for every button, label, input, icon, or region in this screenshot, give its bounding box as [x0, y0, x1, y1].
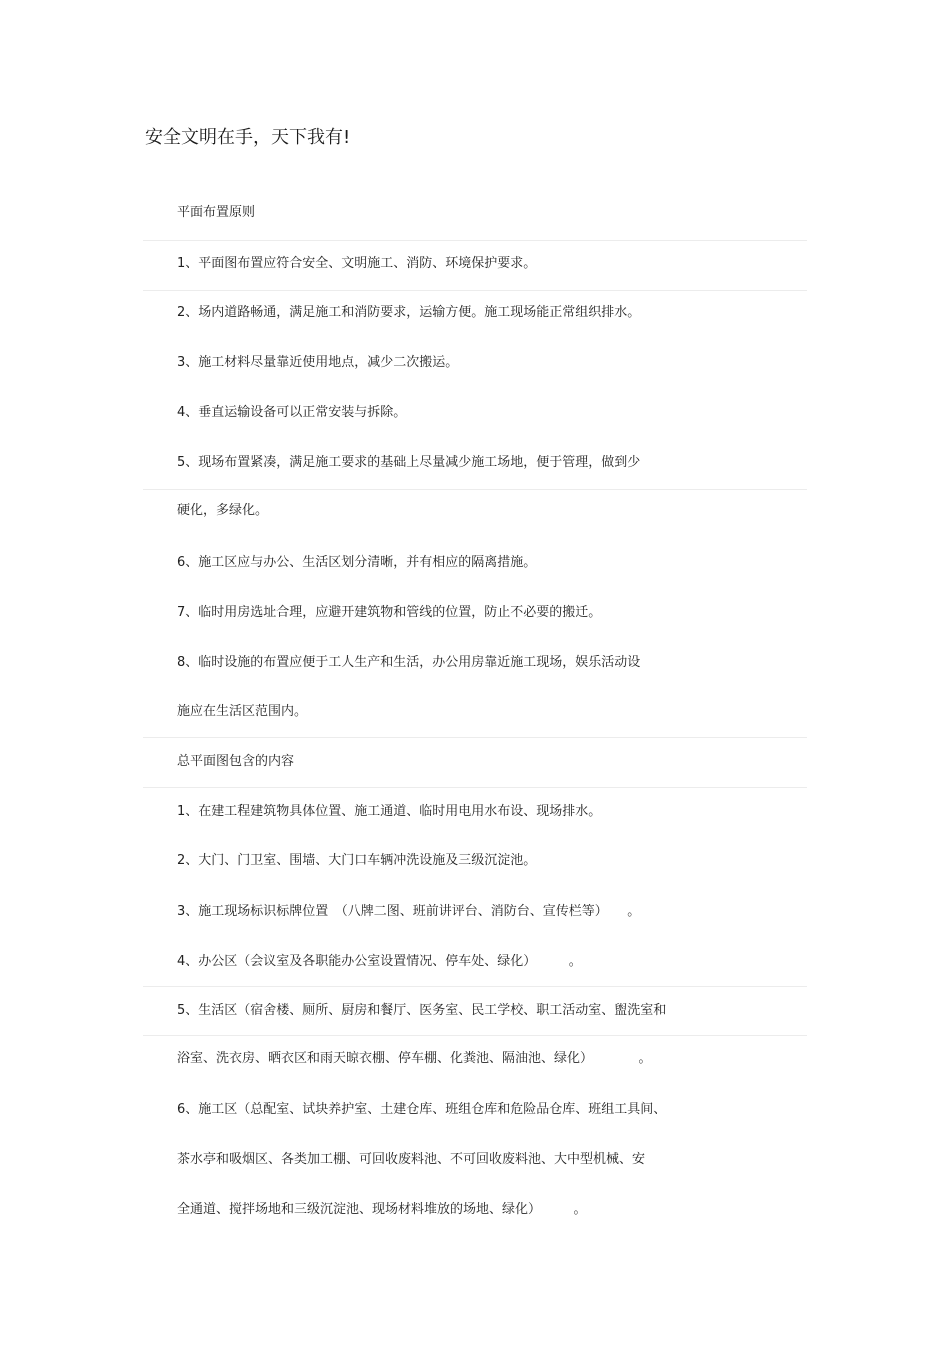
list-item: 8、临时设施的布置应便于工人生产和生活，办公用房靠近施工现场，娱乐活动设	[177, 655, 641, 670]
list-item-continuation: 茶水亭和吸烟区、各类加工棚、可回收废料池、不可回收废料池、大中型机械、安	[177, 1152, 646, 1167]
list-item-continuation: 硬化，多绿化。	[177, 503, 269, 518]
divider	[143, 489, 807, 490]
section-heading-layout-principles: 平面布置原则	[177, 205, 256, 220]
divider	[143, 787, 807, 788]
list-item: 4、办公区（会议室及各职能办公室设置情况、停车处、绿化） 。	[177, 954, 582, 969]
section-heading-site-plan-contents: 总平面图包含的内容	[177, 754, 295, 769]
list-item: 7、临时用房选址合理，应避开建筑物和管线的位置，防止不必要的搬迁。	[177, 605, 602, 620]
list-item-continuation: 浴室、洗衣房、晒衣区和雨天晾衣棚、停车棚、化粪池、隔油池、绿化） 。	[177, 1051, 652, 1066]
page-title: 安全文明在手，天下我有!	[145, 127, 351, 148]
list-item: 3、施工现场标识标牌位置 （八牌二图、班前讲评台、消防台、宣传栏等） 。	[177, 904, 641, 919]
divider	[143, 240, 807, 241]
list-item: 4、垂直运输设备可以正常安装与拆除。	[177, 405, 407, 420]
list-item: 3、施工材料尽量靠近使用地点，减少二次搬运。	[177, 355, 459, 370]
divider	[143, 290, 807, 291]
divider	[143, 1035, 807, 1036]
list-item: 1、平面图布置应符合安全、文明施工、消防、环境保护要求。	[177, 256, 537, 271]
list-item: 6、施工区（总配室、试块养护室、土建仓库、班组仓库和危险品仓库、班组工具间、	[177, 1102, 667, 1117]
list-item: 6、施工区应与办公、生活区划分清晰，并有相应的隔离措施。	[177, 555, 537, 570]
list-item: 2、场内道路畅通，满足施工和消防要求，运输方便。施工现场能正常组织排水。	[177, 305, 641, 320]
list-item-continuation: 全通道、搅拌场地和三级沉淀池、现场材料堆放的场地、绿化） 。	[177, 1202, 587, 1217]
list-item: 2、大门、门卫室、围墙、大门口车辆冲洗设施及三级沉淀池。	[177, 853, 537, 868]
list-item: 5、现场布置紧凑，满足施工要求的基础上尽量减少施工场地，便于管理，做到少	[177, 455, 641, 470]
divider	[143, 986, 807, 987]
divider	[143, 737, 807, 738]
list-item-continuation: 施应在生活区范围内。	[177, 704, 308, 719]
list-item: 1、在建工程建筑物具体位置、施工通道、临时用电用水布设、现场排水。	[177, 804, 602, 819]
list-item: 5、生活区（宿舍楼、厕所、厨房和餐厅、医务室、民工学校、职工活动室、盥洗室和	[177, 1003, 667, 1018]
